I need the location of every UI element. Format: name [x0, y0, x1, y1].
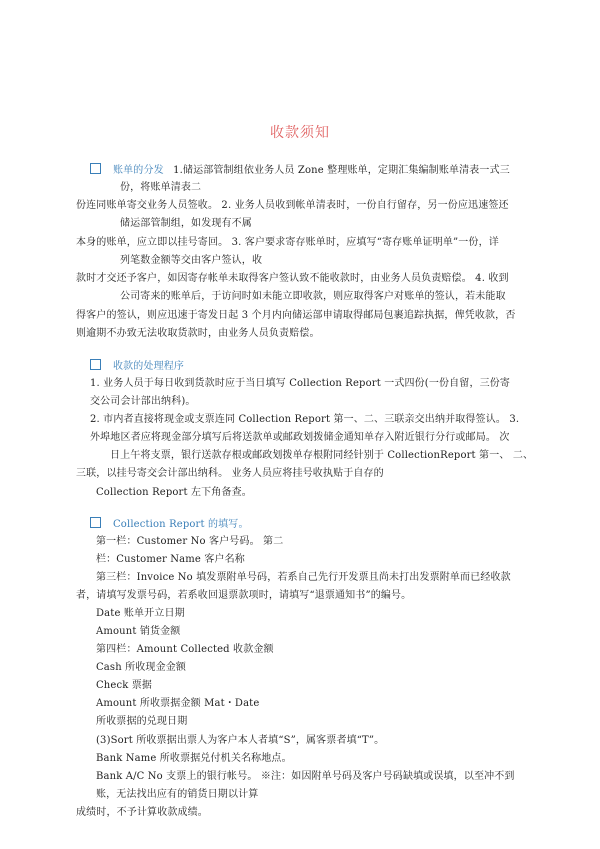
section-1-line: 得客户的签认，则应迅速于寄发日起 3 个月内向储运部申请取得邮局包裹追踪执据，俾凭收款，否	[76, 310, 516, 321]
section-1-line: 份，将账单清表二	[120, 182, 202, 193]
section-1-line: 列笔数金额等交由客户签认，收	[120, 255, 263, 266]
section-1-line: 款时才交还予客户，如因寄存帐单未取得客户签认致不能收款时，由业务人员负责赔偿。 4. 收到	[76, 273, 509, 284]
checkbox-icon	[90, 517, 101, 528]
section-2-line: 1. 业务人员于每日收到货款时应于当日填写 Collection Report 一式四份(一份自留，三份寄	[90, 378, 511, 389]
section-3-line: Cash 所收现金金额	[96, 662, 187, 673]
section-1-line: 份连同账单寄交业务人员签收。 2. 业务人员收到帐单清表时，一份自行留存，另一份应迅速签还	[76, 200, 509, 211]
section-3-line: 第一栏：Customer No 客户号码。 第二	[96, 536, 284, 547]
section-2-line: Collection Report 左下角备查。	[96, 487, 252, 498]
section-2-heading: 收款的处理程序	[113, 361, 185, 372]
section-1-line: 公司寄来的账单后，于访问时如未能立即收款，则应取得客户对账单的签认，若未能取	[120, 291, 506, 302]
section-3-line: Check 票据	[96, 680, 153, 691]
section-3-line: 所收票据的兑现日期	[96, 716, 188, 727]
section-3-line: 者，请填写发票号码，若系收回退票款项时，请填写“退票通知书”的编号。	[76, 590, 412, 601]
section-2-line: 交公司会计部出纳科)。	[90, 396, 196, 407]
section-3-line: 成绩时，不予计算收款成绩。	[76, 807, 208, 818]
section-3-line: 第三栏：Invoice No 填发票附单号码，若系自己先行开发票且尚未打出发票附单而已经收款	[96, 572, 511, 583]
section-1-heading: 账单的分发	[113, 165, 164, 176]
section-3-line: Amount 销货金额	[96, 626, 181, 637]
section-2-heading-row	[90, 359, 184, 374]
section-3-line: 账，无法找出应有的销货日期以计算	[96, 789, 259, 800]
section-3-line: Amount 所收票据金额 Mat・Date	[96, 698, 260, 709]
document-title: 收款须知	[270, 125, 330, 141]
section-3-line: Bank Name 所收票据兑付机关名称地点。	[96, 753, 292, 764]
section-3-line: 栏：Customer Name 客户名称	[96, 554, 245, 565]
section-2-line: 2. 市内者直接将现金或支票连同 Collection Report 第一、二、三联亲交出纳并取得签认。 3.	[90, 414, 520, 425]
section-2-line: 日上午将支票，银行送款存根或邮政划拨单存根附同经针别于 CollectionReport 第一、 二、	[110, 450, 534, 461]
section-1-line: 储运部管制组，如发现有不属	[120, 218, 252, 229]
section-3-heading-row	[90, 517, 249, 532]
section-3-heading: Collection Report 的填写。	[113, 519, 249, 530]
section-1-line: 本身的账单，应立即以挂号寄回。 3. 客户要求寄存账单时，应填写“寄存账单证明单”一份，详	[76, 237, 499, 248]
section-3-line: 第四栏：Amount Collected 收款金额	[96, 644, 274, 655]
section-2-line: 三联，以挂号寄交会计部出纳科。 业务人员应将挂号收执贴于自存的	[76, 468, 384, 479]
checkbox-icon	[90, 163, 101, 174]
section-2-line: 外埠地区者应将现金部分填写后将送款单或邮政划拨储金通知单存入附近银行分行或邮局。 次	[90, 432, 510, 443]
section-1-line: 则逾期不办致无法收取货款时，由业务人员负责赔偿。	[76, 328, 320, 339]
section-3-line: Bank A/C No 支票上的银行帐号。 ※注：如因附单号码及客户号码缺填或误填，以至冲不到	[96, 771, 515, 782]
section-1-first-line	[90, 163, 510, 178]
section-1-line: 1.储运部管制组依业务人员 Zone 整理账单，定期汇集编制账单清表一式三	[173, 165, 510, 176]
section-3-line: Date 账单开立日期	[96, 608, 185, 619]
checkbox-icon	[90, 359, 101, 370]
section-3-line: (3)Sort 所收票据出票人为客户本人者填“S”，属客票者填“T”。	[96, 735, 385, 746]
